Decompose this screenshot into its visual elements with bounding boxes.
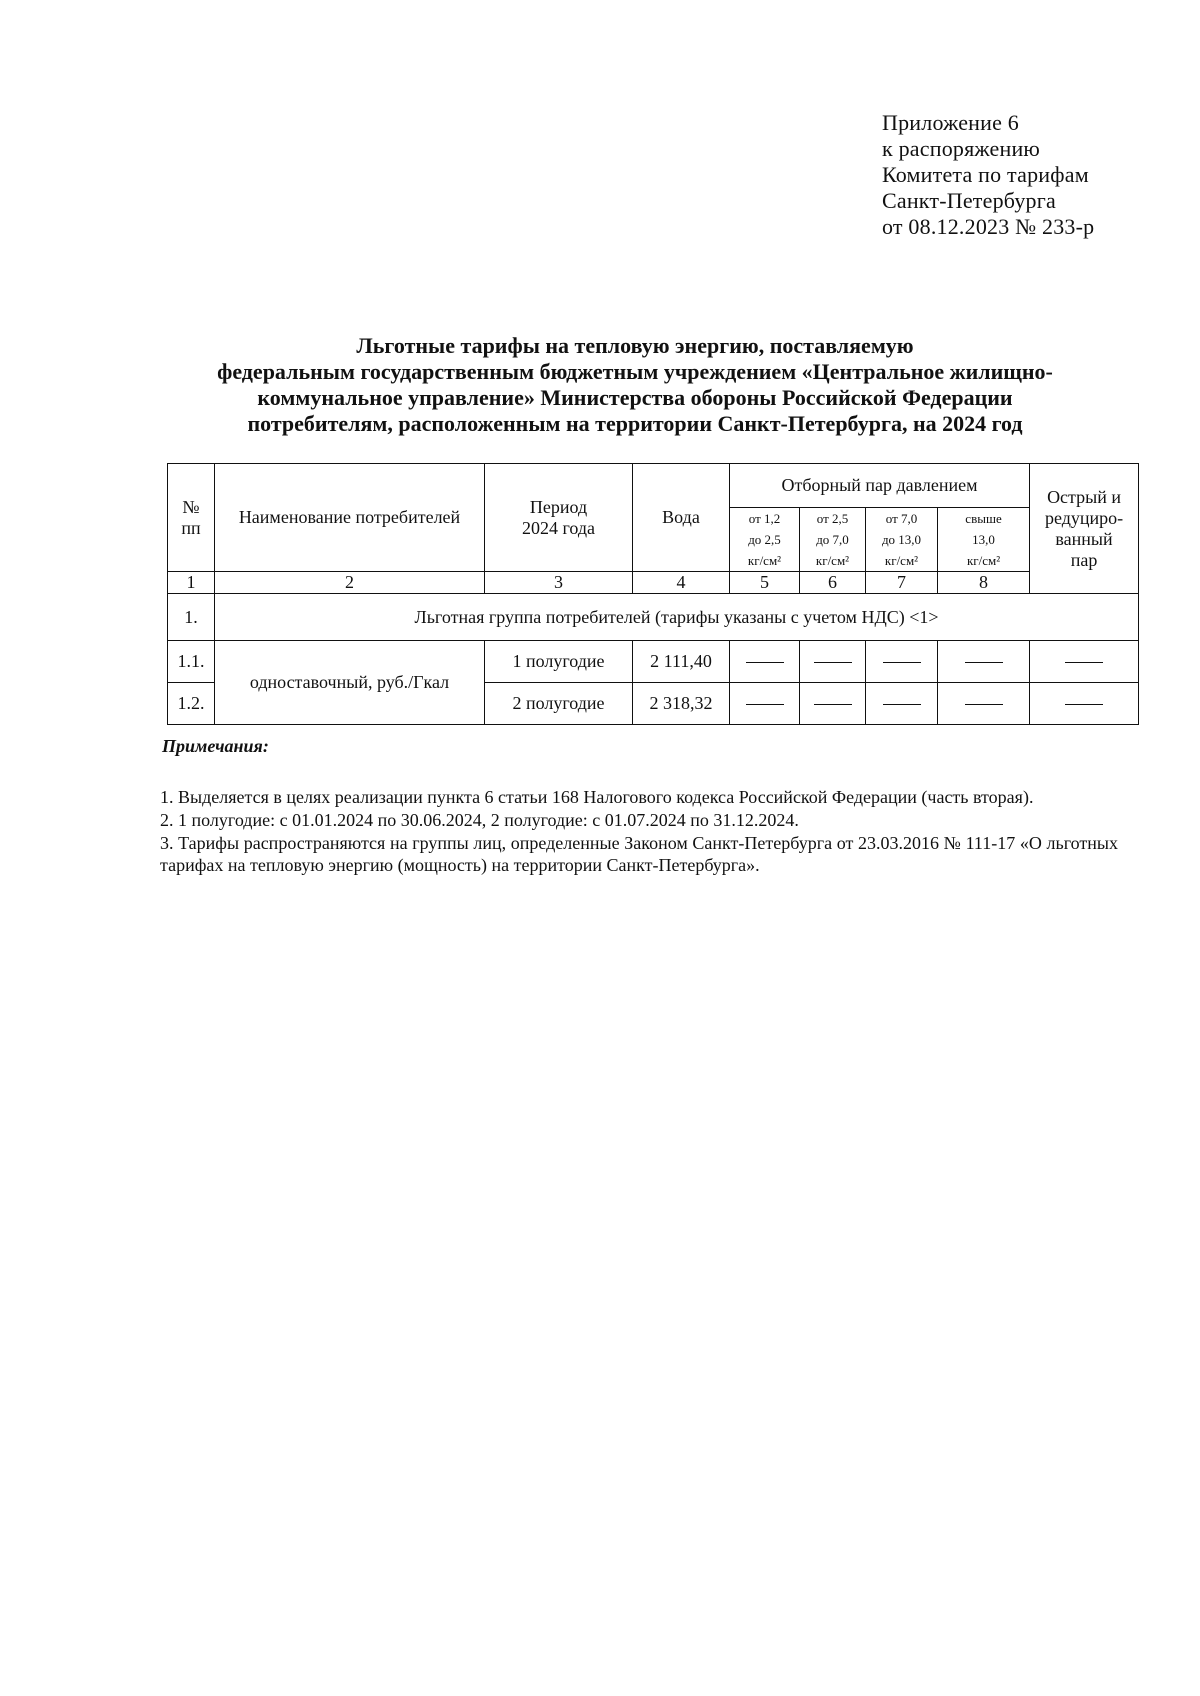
steam-col-unit: кг/см² [747, 553, 782, 568]
header-steam-col [730, 508, 800, 572]
column-number: 2 [215, 572, 485, 594]
steam-col-line: от 2,5 [816, 511, 849, 526]
header-number-line: № [182, 496, 200, 517]
dash-mark [883, 704, 921, 705]
appendix-line: Приложение 6 [882, 110, 1019, 135]
notes-title: Примечания: [162, 736, 269, 756]
group-row [168, 594, 1139, 641]
column-number-row [168, 572, 1139, 594]
header-steam-col [866, 508, 938, 572]
header-sharp-line: пар [1070, 549, 1098, 570]
empty-value-cell [938, 683, 1030, 725]
tariff-table [167, 463, 1139, 725]
empty-value-cell [866, 641, 938, 683]
note-item: 1. Выделяется в целях реализации пункта 6 статьи 168 Налогового кодекса Российской Федерации (часть вторая). [160, 787, 1034, 807]
appendix-line: Комитета по тарифам [882, 162, 1089, 187]
dash-mark [1065, 704, 1103, 705]
steam-col-line: до 13,0 [881, 532, 922, 547]
title-line: Льготные тарифы на тепловую энергию, поставляемую [356, 333, 914, 358]
dash-mark [965, 662, 1003, 663]
note-item: 2. 1 полугодие: с 01.01.2024 по 30.06.2024, 2 полугодие: с 01.07.2024 по 31.12.2024. [160, 810, 799, 830]
steam-col-line: 13,0 [972, 532, 995, 547]
column-number: 6 [800, 572, 866, 594]
table-row [168, 641, 1139, 683]
header-steam-col [800, 508, 866, 572]
header-sharp-line: Острый и [1047, 486, 1121, 507]
dash-mark [746, 662, 784, 663]
header-sharp-line: ванный [1055, 528, 1113, 549]
empty-value-cell [800, 683, 866, 725]
appendix-line: Санкт-Петербурга [882, 188, 1056, 213]
header-period-line: 2024 года [521, 517, 596, 538]
steam-col-unit: кг/см² [815, 553, 850, 568]
steam-col-unit: кг/см² [966, 553, 1001, 568]
rate-name: одноставочный, руб./Гкал [215, 641, 485, 725]
steam-col-line: от 1,2 [748, 511, 781, 526]
appendix-line: от 08.12.2023 № 233-р [882, 214, 1095, 239]
header-period-line: Период [529, 496, 588, 517]
column-number: 3 [485, 572, 633, 594]
title-line: потребителям, расположенным на территории Санкт-Петербурга, на 2024 год [247, 411, 1023, 436]
row-period: 1 полугодие [485, 641, 633, 683]
header-period [485, 464, 633, 572]
header-row [168, 464, 1139, 508]
title-line: федеральным государственным бюджетным учреждением «Центральное жилищно- [217, 359, 1053, 384]
empty-value-cell [730, 641, 800, 683]
row-water-value: 2 111,40 [633, 641, 730, 683]
header-number [168, 464, 215, 572]
note-item: 3. Тарифы распространяются на группы лиц, определенные Законом Санкт-Петербурга от 23.03.2016 № 111-17 «О льготных тарифах на тепловую энергию (мощность) на территории Санкт-Петербурга». [160, 833, 1118, 875]
column-number: 7 [866, 572, 938, 594]
empty-value-cell [1030, 683, 1139, 725]
dash-mark [883, 662, 921, 663]
column-number: 4 [633, 572, 730, 594]
group-number: 1. [168, 594, 215, 641]
empty-value-cell [800, 641, 866, 683]
appendix-header [882, 110, 1094, 240]
empty-value-cell [866, 683, 938, 725]
header-consumers: Наименование потребителей [215, 464, 485, 572]
header-sharp-line: редуциро- [1044, 507, 1124, 528]
appendix-line: к распоряжению [882, 136, 1041, 161]
empty-value-cell [938, 641, 1030, 683]
steam-col-line: от 7,0 [885, 511, 918, 526]
header-water: Вода [633, 464, 730, 572]
header-number-line: пп [181, 517, 201, 538]
dash-mark [1065, 662, 1103, 663]
dash-mark [746, 704, 784, 705]
steam-col-line: свыше [965, 511, 1002, 526]
column-number: 1 [168, 572, 215, 594]
column-number: 5 [730, 572, 800, 594]
dash-mark [814, 704, 852, 705]
row-water-value: 2 318,32 [633, 683, 730, 725]
notes-list [160, 786, 1118, 877]
row-number: 1.1. [168, 641, 215, 683]
header-sharp-steam [1030, 464, 1139, 594]
group-label: Льготная группа потребителей (тарифы указаны с учетом НДС) <1> [215, 594, 1139, 641]
dash-mark [814, 662, 852, 663]
header-steam: Отборный пар давлением [730, 464, 1030, 508]
empty-value-cell [730, 683, 800, 725]
column-number: 8 [938, 572, 1030, 594]
steam-col-line: до 2,5 [748, 532, 781, 547]
dash-mark [965, 704, 1003, 705]
title-line: коммунальное управление» Министерства обороны Российской Федерации [257, 385, 1013, 410]
row-number: 1.2. [168, 683, 215, 725]
steam-col-line: до 7,0 [816, 532, 849, 547]
header-steam-col [938, 508, 1030, 572]
row-period: 2 полугодие [485, 683, 633, 725]
document-title [150, 333, 1120, 437]
steam-col-unit: кг/см² [884, 553, 919, 568]
empty-value-cell [1030, 641, 1139, 683]
